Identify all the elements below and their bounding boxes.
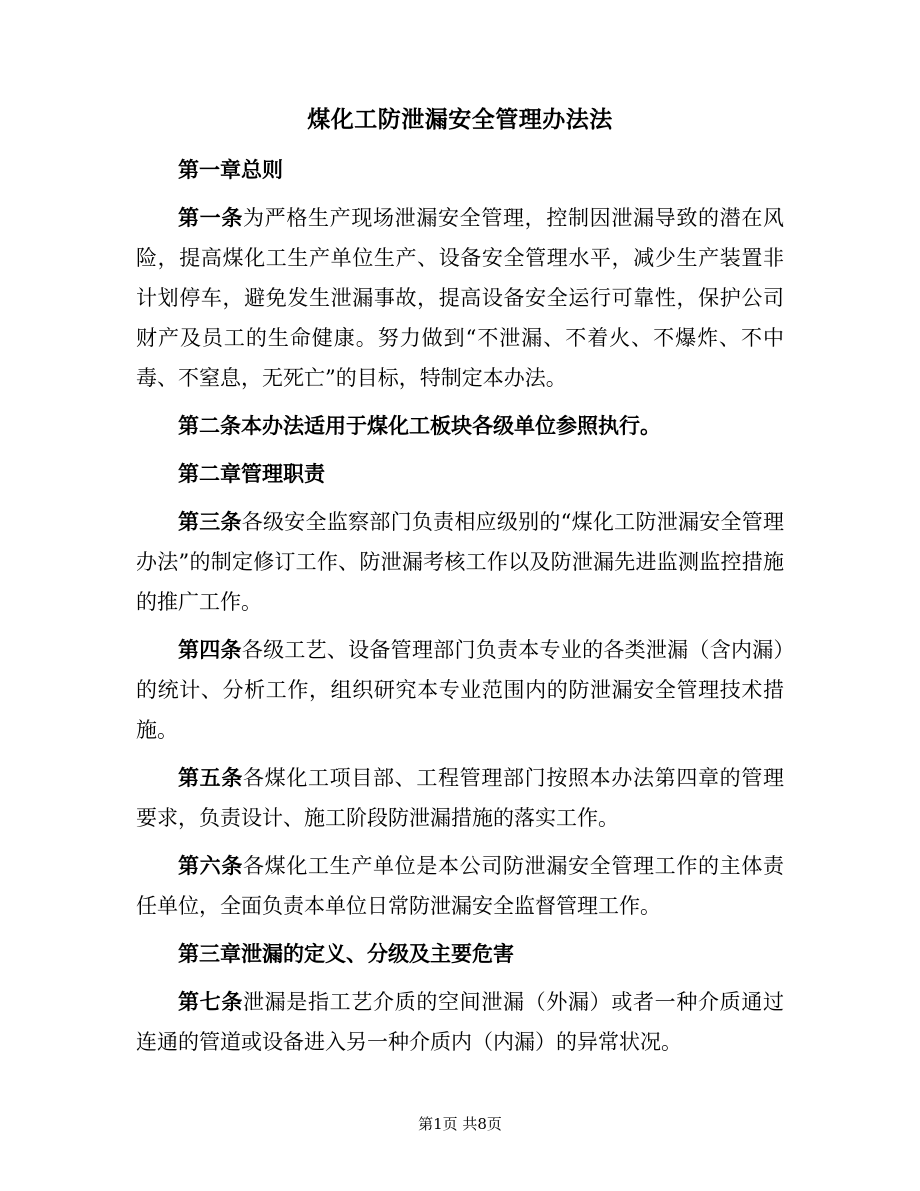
article-4	[136, 630, 784, 750]
article-4-label: 第四条	[178, 637, 242, 662]
article-5-text: 各煤化工项目部、工程管理部门按照本办法第四章的管理要求，负责设计、施工阶段防泄漏措施的落实工作。	[136, 766, 784, 830]
article-7-text: 泄漏是指工艺介质的空间泄漏（外漏）或者一种介质通过连通的管道或设备进入另一种介质内（内漏）的异常状况。	[136, 990, 784, 1054]
article-5-label: 第五条	[178, 765, 243, 790]
article-6-text: 各煤化工生产单位是本公司防泄漏安全管理工作的主体责任单位，全面负责本单位日常防泄漏安全监督管理工作。	[136, 854, 784, 918]
article-1	[136, 198, 784, 398]
page-number-footer: 第1页 共8页	[418, 1115, 502, 1133]
article-5	[136, 758, 784, 838]
chapter-2-heading: 第二章管理职责	[178, 461, 325, 486]
document-body	[136, 150, 784, 1070]
article-1-label: 第一条	[178, 205, 243, 230]
article-7-label: 第七条	[178, 989, 243, 1014]
article-3	[136, 502, 784, 622]
document-title: 煤化工防泄漏安全管理办法法	[307, 106, 613, 133]
article-6-label: 第六条	[178, 853, 243, 878]
article-2: 第二条本办法适用于煤化工板块各级单位参照执行。	[178, 413, 661, 438]
article-7	[136, 982, 784, 1062]
article-3-label: 第三条	[178, 509, 242, 534]
article-4-text: 各级工艺、设备管理部门负责本专业的各类泄漏（含内漏）的统计、分析工作，组织研究本专业范围内的防泄漏安全管理技术措施。	[136, 638, 785, 742]
chapter-1-heading: 第一章总则	[178, 157, 283, 182]
article-6	[136, 846, 784, 926]
article-1-text: 为严格生产现场泄漏安全管理，控制因泄漏导致的潜在风险，提高煤化工生产单位生产、设备安全管理水平，减少生产装置非计划停车，避免发生泄漏事故，提高设备安全运行可靠性，保护公司财产及员工的生命健康。努力做到“不泄漏、不着火、不爆炸、不中毒、不窒息，无死亡”的目标，特制定本办法。	[136, 206, 784, 390]
chapter-3-heading: 第三章泄漏的定义、分级及主要危害	[178, 941, 514, 966]
article-3-text: 各级安全监察部门负责相应级别的“煤化工防泄漏安全管理办法”的制定修订工作、防泄漏考核工作以及防泄漏先进监测监控措施的推广工作。	[136, 510, 785, 614]
